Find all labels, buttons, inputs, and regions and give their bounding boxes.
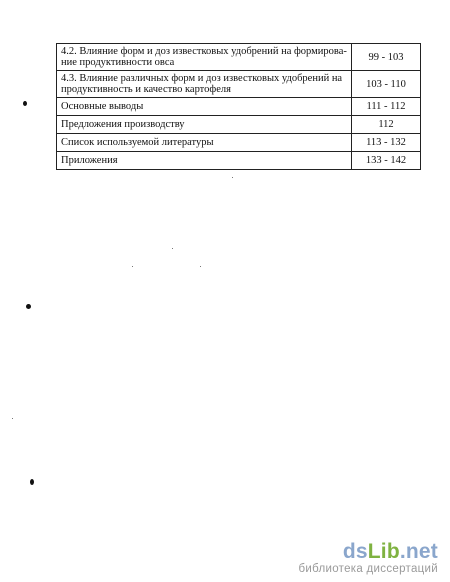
toc-row-title: Предложения производству (57, 116, 352, 134)
toc-row-title: Приложения (57, 152, 352, 170)
toc-row-pages: 113 - 132 (352, 134, 421, 152)
scan-speck (172, 248, 173, 249)
toc-row (57, 71, 421, 98)
toc-title-line: продуктивность и качество картофеля (61, 84, 231, 95)
toc-title-line: ние продуктивности овса (61, 57, 175, 68)
scan-speck (26, 304, 31, 309)
toc-row-title: Основные выводы (57, 98, 352, 116)
toc-row-pages: 133 - 142 (352, 152, 421, 170)
toc-row-pages: 112 (352, 116, 421, 134)
scan-speck (12, 418, 13, 419)
toc-row-title: Список используемой литературы (57, 134, 352, 152)
toc-row-title (57, 44, 352, 71)
dslib-watermark (298, 541, 438, 576)
toc-row (57, 44, 421, 71)
watermark-logo: dsLib.net (342, 540, 438, 563)
table-of-contents (56, 43, 421, 170)
toc-row (57, 98, 421, 116)
toc-title-line: 4.3. Влияние различных форм и доз известковых удобрений на (61, 73, 343, 84)
watermark-subtitle: библиотека диссертаций (298, 563, 438, 575)
toc-row-pages: 99 - 103 (352, 44, 421, 71)
toc-row-pages: 111 - 112 (352, 98, 421, 116)
toc-row-pages: 103 - 110 (352, 71, 421, 98)
scan-speck (23, 101, 27, 106)
scan-speck (232, 177, 233, 178)
toc-row-title (57, 71, 352, 98)
toc-title-line: 4.2. Влияние форм и доз известковых удобрений на формирова- (61, 46, 347, 57)
scan-speck (200, 266, 201, 267)
toc-row (57, 134, 421, 152)
scan-speck (132, 266, 133, 267)
scan-speck (30, 479, 34, 485)
toc-row (57, 152, 421, 170)
toc-row (57, 116, 421, 134)
